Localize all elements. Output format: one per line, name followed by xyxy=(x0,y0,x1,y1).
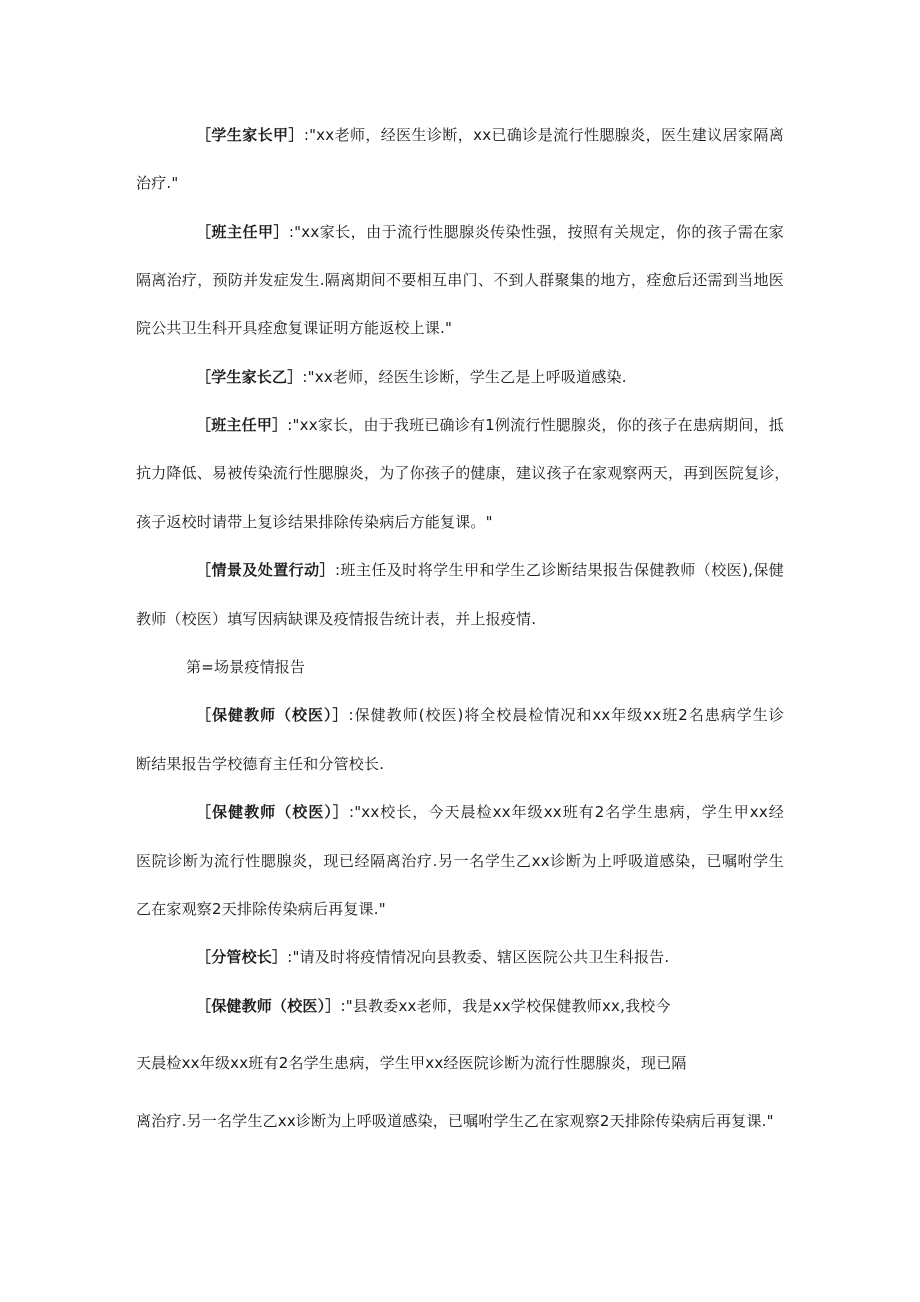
line-text: 天晨检xx年级xx班有2名学生患病，学生甲xx经医院诊断为流行性腮腺炎，现已隔 xyxy=(136,1054,687,1072)
text-line xyxy=(136,463,790,483)
line-text: 孩子返校时请带上复诊结果排除传染病后方能复课。" xyxy=(136,513,493,531)
line-text: :"xx家长，由于流行性腮腺炎传染性强，按照有关规定，你的孩子需在家 xyxy=(288,223,784,241)
text-line xyxy=(136,899,386,919)
speaker-label: ［班主任甲］ xyxy=(196,416,288,434)
text-line xyxy=(136,851,784,871)
speaker-label: ［保健教师（校医）］ xyxy=(196,997,341,1015)
text-line xyxy=(196,996,671,1016)
text-line xyxy=(136,754,384,774)
speaker-label: ［保健教师（校医）］ xyxy=(196,803,349,821)
line-text: 院公共卫生科开具痊愈复课证明方能返校上课." xyxy=(136,319,453,337)
text-line xyxy=(136,560,784,580)
line-text: :保健教师(校医)将全校晨检情况和xx年级xx班2名患病学生诊 xyxy=(348,706,784,724)
text-line xyxy=(136,1111,774,1131)
line-text: :"xx老师，经医生诊断，xx已确诊是流行性腮腺炎，医生建议居家隔离 xyxy=(303,126,784,144)
text-line xyxy=(136,125,784,145)
speaker-label: ［学生家长甲］ xyxy=(196,126,304,144)
text-line xyxy=(196,947,669,967)
text-line xyxy=(136,318,452,338)
text-line xyxy=(136,270,784,290)
line-text: :"请及时将疫情情况向县教委、辖区医院公共卫生科报告. xyxy=(287,948,670,966)
text-line xyxy=(196,367,627,387)
line-text: :"县教委xx老师，我是xx学校保健教师xx,我校今 xyxy=(340,997,671,1015)
line-text: 隔离治疗，预防并发症发生.隔离期间不要相互串门、不到人群聚集的地方，痊愈后还需到当地医 xyxy=(136,271,784,289)
text-line xyxy=(136,222,784,242)
text-line xyxy=(136,705,784,725)
text-line xyxy=(136,1053,687,1073)
line-text: 治疗." xyxy=(136,174,179,192)
speaker-label: ［分管校长］ xyxy=(196,948,288,966)
text-line xyxy=(136,415,784,435)
line-text: 教师（校医）填写因病缺课及疫情报告统计表，并上报疫情. xyxy=(136,610,537,628)
line-text: :班主任及时将学生甲和学生乙诊断结果报告保健教师（校医),保健 xyxy=(335,561,784,579)
line-text: 断结果报告学校德育主任和分管校长. xyxy=(136,755,385,773)
text-line xyxy=(136,609,536,629)
line-text: 乙在家观察2天排除传染病后再复课." xyxy=(136,900,386,918)
line-text: 抗力降低、易被传染流行性腮腺炎，为了你孩子的健康，建议孩子在家观察两天，再到医院复诊， xyxy=(136,464,790,482)
line-text: :"xx家长，由于我班已确诊有1例流行性腮腺炎，你的孩子在患病期间，抵 xyxy=(287,416,784,434)
line-text: :"xx老师，经医生诊断，学生乙是上呼吸道感染. xyxy=(302,368,627,386)
line-text: :"xx校长，今天晨检xx年级xx班有2名学生患病，学生甲xx经 xyxy=(348,803,784,821)
speaker-label: ［学生家长乙］ xyxy=(196,368,303,386)
line-text: 医院诊断为流行性腮腺炎，现已经隔离治疗.另一名学生乙xx诊断为上呼吸道感染，已嘱咐学生 xyxy=(136,852,784,870)
text-line xyxy=(136,802,784,822)
speaker-label: ［情景及处置行动］ xyxy=(196,561,336,579)
line-text: 第=场景疫情报告 xyxy=(186,658,306,676)
speaker-label: ［班主任甲］ xyxy=(196,223,289,241)
text-line xyxy=(136,512,493,532)
text-line xyxy=(136,173,178,193)
line-text: 离治疗.另一名学生乙xx诊断为上呼吸道感染，已嘱咐学生乙在家观察2天排除传染病后再复课." xyxy=(136,1112,774,1130)
section-heading xyxy=(186,657,305,677)
speaker-label: ［保健教师（校医）］ xyxy=(196,706,349,724)
